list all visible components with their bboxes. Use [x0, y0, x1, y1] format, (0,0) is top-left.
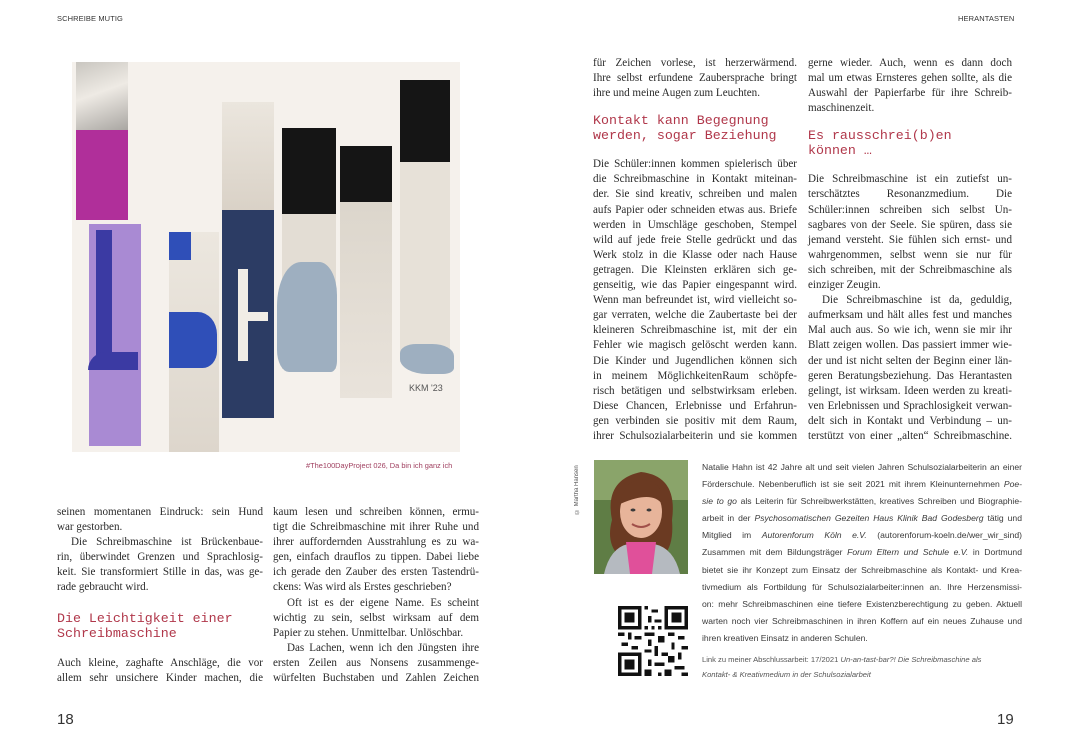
text-line: sagbares von der Seele. Sie spüren, dass sie — [808, 218, 1012, 231]
text-line: wahrgenommen, selbst wenn sie nur für — [808, 248, 1012, 261]
text-line: die Schreibmaschine in Kontakt miteinan- — [593, 173, 797, 186]
strip-5-black — [282, 128, 336, 214]
text-line: getragen. Die Kleinsten erklären sich ge- — [593, 263, 797, 276]
text-line: gelingt, ist wirksam. Ideen werden zu kreati- — [808, 384, 1012, 397]
text-line: terstützt von einer „alten“ Schreibmaschine. — [808, 429, 1012, 442]
text-line: ich gerade den Zauber des ersten Tastendrü- — [273, 566, 479, 579]
section-heading: Es rausschrei(b)en können … — [808, 128, 952, 159]
right-col-2 — [808, 56, 1012, 444]
strip-4-ivory — [222, 102, 274, 214]
text-line: genseitig, wie das Papier eingespannt wird. — [593, 279, 797, 292]
strip-3-blue-mid — [169, 312, 217, 368]
strip-4-white-cross — [238, 312, 268, 321]
strip-7-greyblue — [400, 344, 454, 374]
text-line: risch betätigen und selbstwirksam erleben. — [593, 384, 797, 397]
text-line: ven Erlebnissen und Sprachlosigkeit verwan- — [808, 399, 1012, 412]
text-line: Diese Chancen, Erlebnisse und Erfahrun- — [593, 399, 797, 412]
thesis-title-cont[interactable]: Kontakt- & Kreativmedium in der Schulsozialarbeit — [702, 669, 871, 679]
text-line: für Zeichen vorlese, ist herzerwärmend. — [593, 57, 797, 69]
text-line: Papier zu stehen. Unmittelbar. Unlöschbar. — [273, 626, 464, 639]
strip-3-blue-top — [169, 232, 191, 260]
text-line: Auswahl der Papierfarbe für ihre Schreib- — [808, 87, 1012, 100]
section-heading: Die Leichtigkeit einer Schreibmaschine — [57, 610, 233, 641]
text-line: würfelten Buchstaben und Zahlen Zeichen — [273, 672, 479, 685]
artist-signature: KKM '23 — [409, 383, 443, 393]
author-bio: Natalie Hahn ist 42 Jahre alt und seit vielen Jahren Schulsozialarbeiterin an einer Förderschule. Nebenberuflich ist sie seit 2021 mit ihrem Kleinunternehmen Poe- sie to go als Leiterin für Schreibwerkstätten, kreatives Schreiben und Biographie- arbeit in der Psychosomatischen Gezeiten Haus Klinik Bad Godesberg tätig und Mitglied im Autorenforum Köln e.V. (autorenforum-koeln.de/wer_wir_sind) Zusammen mit dem Bildungsträger Forum Eltern und Schule e.V. in Dortmund bietet sie ihr Konzept zum Einsatz der Schreibmaschine als Kontakt- und Krea- tivmedium als Fortbildung für Schulsozialarbeiter:innen an. Ihre Herzensmissi- on: mehr Schreibmaschinen eine tiefere Existenzberechtigung zu geben. Aktuell warten noch vier Schreibmaschinen in ihren Koffern auf ein neues Zuhause und ihren kreativen Einsatz in anderen Schulen. — [702, 462, 1022, 643]
text-line: Mal auch aus. So wie ich, wenn sie mir ihr — [808, 324, 1012, 337]
text-line: Das Lachen, wenn ich den Jüngsten ihre — [287, 641, 479, 654]
strip-6-ivory — [340, 202, 392, 398]
text-line: ckens: Was wird als Erstes geschrieben? — [273, 581, 452, 594]
strip-2-indigo-foot — [88, 352, 138, 370]
text-line: wichtig zu sein, selbst wirksam auf dem — [273, 611, 479, 624]
text-line: kaum lesen und schreiben können, ermu- — [273, 506, 479, 518]
section-heading: Kontakt kann Begegnung werden, sogar Beziehung — [593, 113, 777, 144]
text-line: jemand versteht. Sie fühlen sich ernst- und — [808, 233, 1012, 246]
text-line: keit. Sie transformiert Stille in das, was ge- — [57, 566, 263, 579]
text-line: rade gebraucht wird. — [57, 581, 149, 594]
website-link[interactable]: (autorenforum-koeln.de/wer_wir_sind) — [866, 530, 1022, 541]
text-line: Die Schüler:innen kommen spielerisch über — [593, 158, 797, 171]
text-line: ihrer Schulsozialarbeiterin und sie kommen — [593, 429, 797, 442]
running-head-right: HERANTASTEN — [958, 14, 1015, 23]
qr-code-icon — [618, 606, 688, 676]
text-line: terschätztes Resonanzmedium. Die — [808, 188, 1012, 201]
thesis-link-note: Link zu meiner Abschlussarbeit: 17/2021 Un-an-tast-bar?! Die Schreibmaschine als Kontakt- & Kreativmedium in der Schulsozialarbeit — [702, 655, 982, 679]
strip-6-black — [340, 146, 392, 202]
author-photo — [594, 460, 688, 574]
strip-5-greyblue — [277, 262, 337, 372]
text-line: seinen momentanen Eindruck: sein Hund — [57, 506, 263, 518]
text-line: Die Schreibmaschine ist ein zutiefst un- — [808, 173, 1012, 186]
portrait-illustration — [594, 460, 688, 574]
text-line: aufs Papier oder schneiden etwas aus. Briefe — [593, 203, 797, 216]
text-line: einziger Zeugin. — [808, 279, 881, 292]
strip-1-grey — [76, 62, 128, 130]
photo-credit: © Martha Hansen — [574, 465, 580, 514]
text-line: maschinenzeit. — [808, 102, 875, 115]
artwork-caption: #The100DayProject 026, Da bin ich ganz ich — [306, 461, 453, 470]
text-line: war gestorben. — [57, 521, 123, 534]
text-line: ihre und meine Augen zum Leuchten. — [593, 87, 760, 100]
text-line: ihrer auffordernden Ausstrahlung es zu wa- — [273, 536, 479, 549]
strip-2-indigo — [96, 230, 112, 370]
text-line: Die Kinder und Jugendlichen können sich — [593, 354, 797, 367]
strip-1-magenta — [76, 130, 128, 220]
thesis-title[interactable]: Un-an-tast-bar?! Die Schreibmaschine als — [840, 655, 982, 664]
strip-7-black — [400, 80, 450, 162]
collage-artwork — [72, 62, 460, 452]
right-col-1 — [593, 56, 797, 444]
text-line: delt sich in Kontakt und Verbindung – un- — [808, 414, 1012, 427]
text-line: sich schreiben, mit der Schreibmaschine als — [808, 263, 1012, 276]
running-head-left: SCHREIBE MUTIG — [57, 14, 123, 23]
text-line: werden in Umschläge geschoben, Stempel — [593, 218, 797, 231]
text-line: kleineren Schreibmaschine ist, mit der ein — [593, 324, 797, 337]
text-line: Die Schreibmaschine ist da, geduldig, — [822, 294, 1012, 307]
text-line: allem sehr unsichere Kinder machen, die — [57, 671, 263, 684]
text-line: gen verbinden sie positiv mit dem Raum, — [593, 414, 797, 427]
text-line: gen, einfach drauflos zu tippen. Dabei liebe — [273, 551, 479, 564]
text-line: Die Schreibmaschine ist Brückenbaue- — [71, 536, 263, 549]
text-line: Fehler wie magisch gelöscht werden kann. — [593, 339, 797, 352]
page-number-right: 19 — [997, 711, 1014, 728]
text-line: Ihre selbst erfundene Zaubersprache bringt — [593, 72, 797, 85]
text-line: Schüler:innen schreiben sich selbst Un- — [808, 203, 1012, 216]
strip-7-ivory — [400, 162, 450, 362]
text-line: ersten Zeilen aus Nonsens zusammenge- — [273, 656, 479, 669]
text-line: der und ist nicht selten der Beginn einer län- — [808, 354, 1012, 367]
text-line: mal um etwas Ernsteres gehen sollte, als die — [808, 72, 1012, 85]
qr-code[interactable] — [618, 606, 688, 676]
text-line: rin, überwindet Grenzen und Sprachlosig- — [57, 551, 263, 564]
text-line: tigt die Schreibmaschine mit ihrer Ruhe und — [273, 521, 479, 534]
left-col-1 — [57, 505, 263, 686]
text-line: der. Sie sind kreativ, schreiben und malen — [593, 188, 797, 201]
text-line: Auch kleine, zaghafte Anschläge, die vor — [57, 656, 263, 669]
text-line: wild auf jede freie Stelle gedrückt und das — [593, 233, 797, 246]
text-line: gerne wieder. Auch, wenn es dann doch — [808, 57, 1012, 69]
page-number-left: 18 — [57, 711, 74, 728]
text-line: geren Beratungsbeziehung. Das Herantasten — [808, 369, 1012, 382]
left-col-2 — [273, 505, 479, 686]
text-line: Blatt zeigen wollen. Das passiert immer wie- — [808, 339, 1012, 352]
text-line: Werk stolz in die Klasse oder nach Hause — [593, 248, 797, 261]
text-line: Wenn man befreundet ist, wird vielleicht so- — [593, 294, 797, 307]
text-line: Oft ist es der eigene Name. Es scheint — [287, 596, 479, 609]
text-line: aufmerksam und hält alles fest und manches — [808, 309, 1012, 322]
text-line: in meinem MöglichkeitenRaum schöpfe- — [593, 369, 797, 382]
text-line: gar verraten, welche die Zaubertaste bei der — [593, 309, 797, 322]
